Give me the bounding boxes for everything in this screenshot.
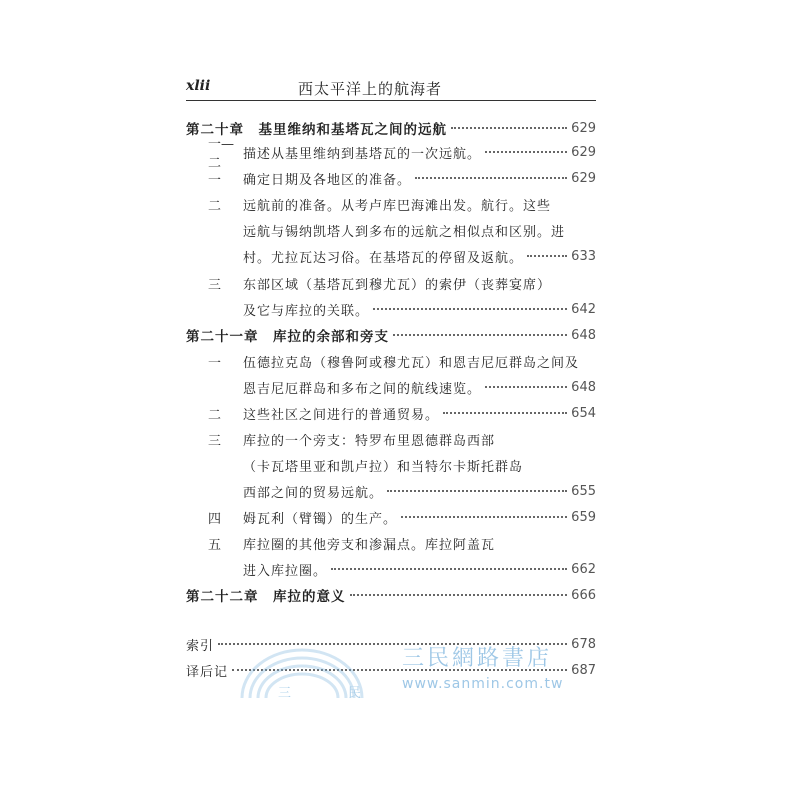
toc-entry: [186, 166, 596, 190]
toc-entry-title: 姆瓦利（臂镯）的生产。: [243, 511, 398, 527]
toc-entry-title: 恩吉尼厄群岛和多布之间的航线速览。: [243, 381, 482, 397]
toc-page-number: 662: [571, 561, 596, 577]
leader-dots: [373, 308, 567, 310]
toc-entry-number: 二: [208, 407, 222, 423]
leader-dots: [527, 255, 567, 257]
toc-entry: [186, 271, 596, 295]
toc-entry-number: 一: [208, 355, 222, 371]
toc-page-number: 633: [571, 248, 596, 264]
toc-entry-title: 远航与锡纳凯塔人到多布的远航之相似点和区别。进: [243, 224, 566, 240]
toc-entry-title: 西部之间的贸易远航。: [243, 485, 384, 501]
toc-entry-title: 第二十一章 库拉的余部和旁支: [186, 329, 389, 345]
toc-page-number: 648: [571, 379, 596, 395]
toc-entry: [186, 375, 596, 399]
toc-entry-title: 东部区域（基塔瓦到穆尤瓦）的索伊（丧葬宴席）: [243, 277, 552, 293]
toc-page-number: 678: [571, 636, 596, 652]
running-title: 西太平洋上的航海者: [298, 80, 443, 98]
toc-page-number: 629: [571, 144, 596, 160]
toc-entry: [186, 218, 596, 242]
watermark-char-right: 民: [348, 686, 362, 701]
toc-chapter: [186, 323, 596, 347]
toc-entry: [186, 401, 596, 425]
leader-dots: [415, 177, 567, 179]
folio: xlii: [186, 78, 211, 94]
toc-page-number: 642: [571, 301, 596, 317]
toc-entry-number: 一: [208, 172, 222, 188]
toc-entry-title: 索引: [186, 638, 215, 654]
toc-entry-title: 描述从基里维纳到基塔瓦的一次远航。: [243, 146, 482, 162]
toc-entry-title: 第二十二章 库拉的意义: [186, 589, 346, 605]
toc-page-number: 687: [571, 662, 596, 678]
toc-chapter: [186, 116, 596, 140]
toc-entry: [186, 192, 596, 216]
toc-entry-number: 一—二: [208, 137, 235, 171]
toc-entry-title: 村。尤拉瓦达习俗。在基塔瓦的停留及返航。: [243, 250, 524, 266]
toc-entry: [186, 453, 596, 477]
leader-dots: [443, 412, 567, 414]
leader-dots: [451, 127, 567, 129]
leader-dots: [485, 151, 567, 153]
watermark-char-left: 三: [278, 686, 292, 701]
toc-entry: [186, 531, 596, 555]
toc-entry-title: 库拉圈的其他旁支和渗漏点。库拉阿盖瓦: [243, 537, 496, 553]
toc-entry: [186, 297, 596, 321]
toc-page-number: 666: [571, 587, 596, 603]
leader-dots: [485, 386, 567, 388]
toc-page-number: 655: [571, 483, 596, 499]
leader-dots: [331, 568, 567, 570]
toc-page-number: 629: [571, 170, 596, 186]
toc-entry-title: 这些社区之间进行的普通贸易。: [243, 407, 440, 423]
toc-entry: [186, 505, 596, 529]
toc-page-number: 629: [571, 120, 596, 136]
toc-entry-number: 二: [208, 198, 222, 214]
toc-entry-title: 远航前的准备。从考卢库巴海滩出发。航行。这些: [243, 198, 552, 214]
toc-entry-title: 及它与库拉的关联。: [243, 303, 370, 319]
toc-entry-title: 第二十章 基里维纳和基塔瓦之间的远航: [186, 122, 447, 138]
toc-entry: [186, 349, 596, 373]
toc-page-number: 654: [571, 405, 596, 421]
toc-entry-number: 五: [208, 537, 222, 553]
toc-chapter: [186, 583, 596, 607]
toc-entry-title: 确定日期及各地区的准备。: [243, 172, 412, 188]
leader-dots: [350, 594, 568, 596]
toc-entry: [186, 137, 596, 171]
toc-entry-number: 四: [208, 511, 222, 527]
watermark-url: www.sanmin.com.tw: [402, 676, 564, 692]
toc-entry: [186, 244, 596, 268]
toc-entry: [186, 427, 596, 451]
toc-entry-number: 三: [208, 433, 222, 449]
toc-page-number: 659: [571, 509, 596, 525]
toc-page-number: 648: [571, 327, 596, 343]
leader-dots: [393, 334, 567, 336]
toc-entry-number: 三: [208, 277, 222, 293]
toc-entry-title: 伍德拉克岛（穆鲁阿或穆尤瓦）和恩吉尼厄群岛之间及: [243, 355, 580, 371]
leader-dots: [387, 490, 567, 492]
toc-entry: [186, 479, 596, 503]
toc-entry-title: （卡瓦塔里亚和凯卢拉）和当特尔卡斯托群岛: [243, 459, 524, 475]
toc-entry: [186, 557, 596, 581]
page-header: [186, 78, 596, 101]
toc-entry-title: 译后记: [186, 664, 229, 680]
leader-dots: [401, 516, 567, 518]
toc-entry-title: 进入库拉圈。: [243, 563, 328, 579]
watermark-text: 三民網路書店: [402, 646, 553, 671]
toc-entry-title: 库拉的一个旁支：特罗布里恩德群岛西部: [243, 433, 496, 449]
